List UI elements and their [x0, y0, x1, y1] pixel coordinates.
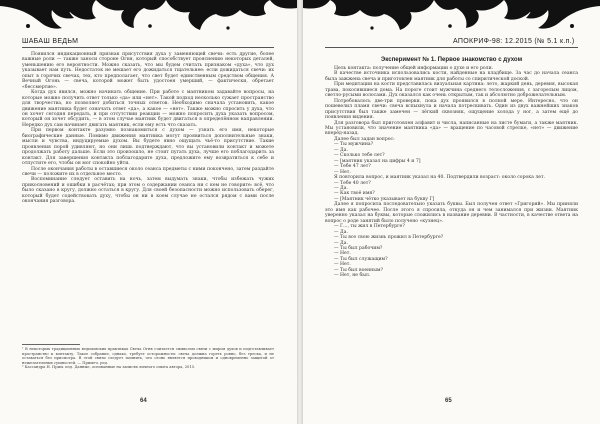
- header-rule: [22, 47, 274, 48]
- paragraph: Далее был задан вопрос:: [334, 136, 395, 142]
- dialogue-line: — Тебе 47 лет?: [334, 164, 371, 170]
- left-page: [0, 0, 297, 424]
- paragraph: Воспоминание следует оставить на ночь, затем выдумать знаки, чтобы избежать чужих прикосновений и ошибки в расчётах; при этом о содержании сеанса ни с кем не говорите: всё, что было сказано в кругу, должно остаться в кругу. Для своей безопасности можно использовать оберег, который будет содействовать духу, чтобы он ни в коем случае не остался рядом с вами после окончания разговора.: [22, 177, 274, 205]
- paragraph: При медитации на кости представилась визуальная картина: лето, жаркий день, деревня, высокая трава, покосившиеся дома. На пороге стоит мужчина среднего телосложения, с загорелым лицом, светло-русыми волосами. Дух оказался как очень открытым, так и абсолютно доброжелательным.: [325, 82, 578, 99]
- paragraph: Когда дух явился, можно начинать общение. При работе с маятником задавайте вопросы, на которые можно получить ответ только «да» или «нет». Такой подход несколько сужает пространство для творчества, но позволяет добиться точных ответов. Необходимо сначала установить, какое движение маятника будет означать ответ «да», а какое — «нет». Также можно спросить у духа, что он хочет сегодня передать, и при отсутствии реакции — можно попросить духа указать вопросом, который он хочет обсудить, — в этом случае маятник будет двигаться в определённом направлении. Нередко дух сам начинает двигать маятник, если ему есть что сказать.: [22, 90, 274, 128]
- dialogue-line: — Нет.: [334, 169, 351, 175]
- left-body: [22, 52, 274, 205]
- paragraph: После окончания работы в оставшиеся около сеанса предметы с ними покончено, затем раздайте свечи — положите их в отдельное место.: [22, 166, 274, 177]
- header-rule: [325, 47, 578, 48]
- dialogue-line: — Ты все свою жизнь прожил в Петербурге?: [334, 235, 444, 241]
- dialogue-line: — Да.: [334, 229, 348, 235]
- dialogue-line: — Как твоё имя?: [334, 191, 375, 197]
- dialogue-line: — Нет, не был.: [334, 273, 371, 279]
- dialogue-line: — Да.: [334, 147, 348, 153]
- paragraph: Далее я попросила последовательно указать буквы. Был получен ответ «Григорий». Мы приняли это имя как рабочее. После этого я спросила, откуда он и чем занимался при жизни. Маятник уверенно указал на буквы, которые сложились в название деревни. В частности, в качестве ответа на вопрос о роде занятий было получено «кузнец».: [325, 202, 578, 224]
- left-ornament-icon: [0, 0, 297, 34]
- dialogue-line: — Ты был рабочим?: [334, 245, 383, 251]
- footnotes: [22, 347, 274, 370]
- paragraph: Цель контакта: получение общей информации о духе и его роли.: [334, 66, 494, 71]
- dialogue-line: — [маятник указал на цифры 4 и 7]: [334, 158, 421, 164]
- dialogue-line: — Нет.: [334, 262, 351, 268]
- paragraph: Для разговора был приготовлен алфавит и числа, написанные на листе бумаги, а также маятник. Мы установили, что значение маятника «да» — вращение по часовой стрелке, «нет» — движение вперёд-назад.: [325, 120, 578, 137]
- dialogue-line: — Сколько тебе лет?: [334, 153, 385, 159]
- footnote: ¹ В некоторых традиционных ведьмовских практиках Свеча Огня считается символом связи с миром духов и подготавливает пространство к контакту. Такое собрание, однако, требует осторожности: свеча должна гореть ровно, без треска, и не оставаться без присмотра. В этой связи следует помнить, что огонь является проводником и одновременно защитой от нежелательных сущностей. — Примеч. ред.: [22, 347, 274, 365]
- paragraph: Я повторила вопрос, и маятник указал на 40. Подтвердили возраст: около сорока лет.: [334, 175, 545, 181]
- paragraph: В качестве источника использовались кости, найденные на кладбище. За час до начала сеанса была зажжена свеча и приготовлен маятник для работы со спиритической доской.: [325, 71, 578, 82]
- page-number: 64: [140, 398, 147, 404]
- running-head: ШАБАШ ВЕДЬМ: [22, 38, 79, 45]
- dialogue-line: — Ты был служащим?: [334, 256, 388, 262]
- section-heading: Эксперимент № 1. Первое знакомство с духом: [380, 56, 523, 63]
- footnote-rule: [22, 344, 80, 345]
- dialogue-line: — Да.: [334, 240, 348, 246]
- right-ornament-icon: [303, 0, 600, 34]
- paragraph: Потребовалось две-три проверки, пока дух проявился в полной мере. Интересно, что он пошевелил пламя свечи: свеча вспыхнула и начала потрескивать. Один из двух важнейших знаков присутствия был также замечен — лёгкий сквозняк, ощущение холода у ног, а затем ещё до появления видения.: [325, 98, 578, 121]
- right-body: [325, 66, 578, 279]
- dialogue-line: — Тебе 40 лет?: [334, 180, 371, 186]
- dialogue-line: — Ты был военным?: [334, 267, 383, 273]
- dialogue-line: — [Маятник чётко указывает на букву Г]: [334, 196, 435, 202]
- right-page: [303, 0, 600, 424]
- paragraph: Появился индикационный признак присутствия духа у заменяющей свечи: есть другие, более важные роли — также заноси стороне Огня, который способствует прояснению некоторых деталей, уменьшению его вероятности. Можно сказать, что мы будем считать признаком «духа», что дух указывает нам путь. Недостаток не мешает его дожидаться тщательнее: если дожидаться свечи: их опыт в горячих свечах, тех, кто предполагает, что свет будет единственным средством общения. А Вечный Огонь — свеча, которой может быть удостоен умерший, — фактически, обретает «бессмертие».: [22, 52, 274, 90]
- dialogue-line: — Ты мужчина?: [334, 142, 374, 148]
- dialogue-line: — Г..., ты жил в Петербурге?: [334, 224, 405, 230]
- running-head: АПОКРИФ-98: 12.2015 (№ 5.1 к.п.): [453, 38, 575, 45]
- dialogue-line: — Да.: [334, 185, 348, 191]
- page-number: 65: [445, 398, 452, 404]
- paragraph: При первом контакте разумно познакомиться с духом — узнать его имя, некоторые биографические данные. Помимо движения маятника могут проявиться дополнительные знаки, мысли и чувства, индуцируемые духом. Вы будете явно ощущать чьё-то присутствие. Такие проявления порой удивляют, но они лишь подтверждают, что вы установили контакт и можете продолжать работу дальше. Если это произошло, не стоит пугать духа, лучше его поблагодарить за контакт. Для завершения контакта поблагодарите духа, предложите ему возвратиться к себе и отпустите его, чтобы он мог спокойно уйти.: [22, 128, 274, 167]
- footnote: ² Кассандра Н. Прим. изд. Данные, основанные на записях личного опыта автора, 2015.: [22, 365, 196, 370]
- dialogue-line: — Нет.: [334, 251, 351, 257]
